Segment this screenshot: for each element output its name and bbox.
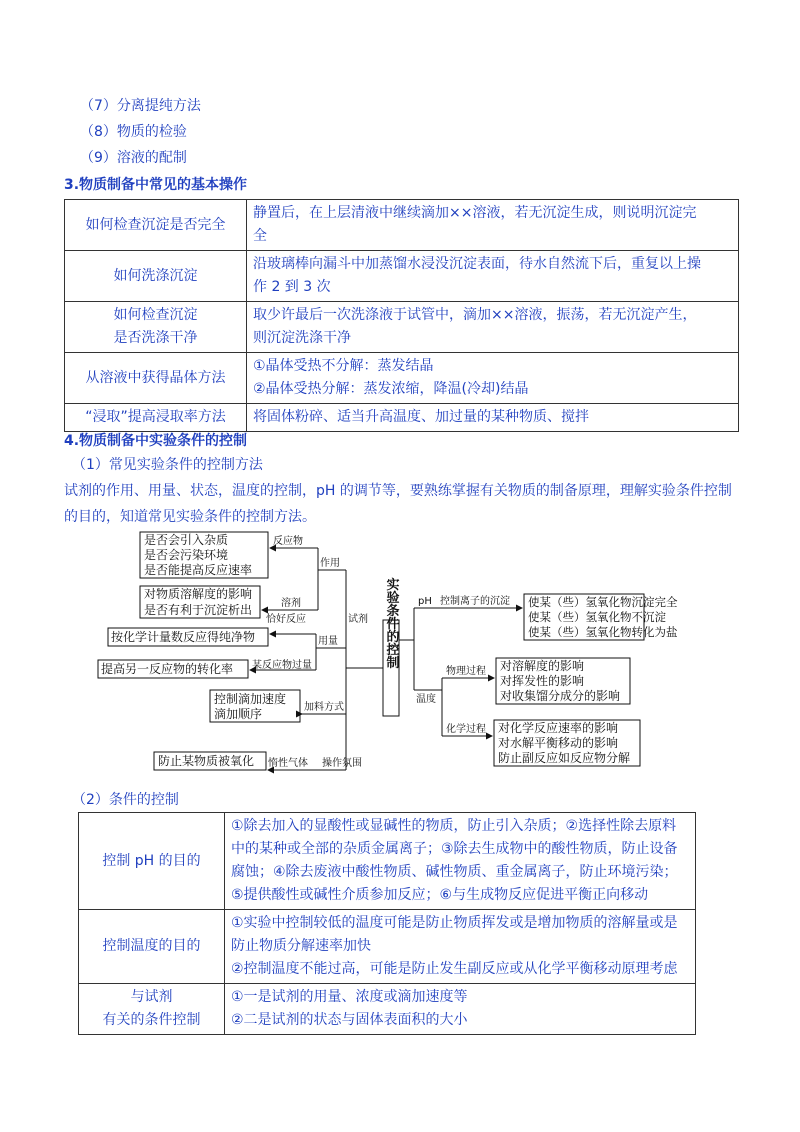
list-item-8: （8）物质的检验 (80, 124, 187, 140)
label-feed: 加料方式 (304, 702, 344, 713)
table-row (65, 404, 739, 432)
label-amount: 用量 (318, 636, 338, 647)
row-content: 取少许最后一次洗涤液于试管中，滴加××溶液，振荡，若无沉淀产生， 则沉淀洗涤干净 (247, 302, 739, 353)
reactant-effect-3: 是否能提高反应速率 (144, 563, 253, 577)
label-ph-control: 控制离子的沉淀 (440, 596, 510, 607)
conditions-table (78, 812, 696, 1035)
conditions-mind-map (96, 530, 678, 780)
antioxidation-text: 防止某物质被氧化 (158, 754, 255, 768)
phys-effect-2: 对挥发性的影响 (500, 674, 585, 688)
row-label: 如何检查沉淀是否完全 (65, 200, 247, 251)
ph-effect-3: 使某（些）氢氧化物转化为盐 (528, 625, 678, 639)
feed-text-1: 控制滴加速度 (214, 692, 287, 706)
label-physical: 物理过程 (446, 666, 486, 677)
list-item-9: （9）溶液的配制 (80, 150, 187, 166)
reactant-effect-1: 是否会引入杂质 (144, 533, 229, 547)
solvent-effect-2: 是否有利于沉淀析出 (144, 603, 253, 617)
label-just-react: 恰好反应 (266, 614, 306, 625)
chem-effect-1: 对化学反应速率的影响 (498, 721, 619, 735)
row-label: 与试剂 有关的条件控制 (79, 984, 225, 1035)
subheading-1: （1）常见实验条件的控制方法 (72, 457, 263, 473)
conversion-text: 提高另一反应物的转化率 (101, 662, 234, 676)
row-content: ①实验中控制较低的温度可能是防止物质挥发或是增加物质的溶解量或是 防止物质分解速率加快 ②控制温度不能过高，可能是防止发生副反应或从化学平衡移动原理考虑 (225, 910, 696, 984)
reactant-effect-2: 是否会污染环境 (144, 548, 229, 562)
label-atmosphere: 操作氛围 (322, 758, 362, 769)
label-solvent: 溶剂 (281, 598, 301, 609)
row-label: 从溶液中获得晶体方法 (65, 353, 247, 404)
list-item-7: （7）分离提纯方法 (80, 98, 201, 114)
phys-effect-3: 对收集馏分成分的影响 (500, 689, 621, 703)
table-row (79, 910, 696, 984)
phys-effect-1: 对溶解度的影响 (500, 659, 585, 673)
label-use: 作用 (320, 558, 340, 569)
row-content: 沿玻璃棒向漏斗中加蒸馏水浸没沉淀表面，待水自然流下后，重复以上操 作 2 到 3 次 (247, 251, 739, 302)
section-3-heading: 3.物质制备中常见的基本操作 (64, 177, 248, 193)
row-label: 控制温度的目的 (79, 910, 225, 984)
row-label: 控制 pH 的目的 (79, 813, 225, 910)
ph-effect-2: 使某（些）氢氧化物不沉淀 (528, 610, 666, 624)
row-content: ①一是试剂的用量、浓度或滴加速度等 ②二是试剂的状态与固体表面积的大小 (225, 984, 696, 1035)
label-excess: 某反应物过量 (252, 660, 312, 671)
chem-effect-3: 防止副反应如反应物分解 (498, 751, 631, 765)
subheading-2: （2）条件的控制 (72, 792, 179, 808)
label-temp: 温度 (416, 694, 436, 705)
section-4-heading: 4.物质制备中实验条件的控制 (64, 433, 248, 449)
table-row (65, 251, 739, 302)
label-inert: 惰性气体 (268, 758, 308, 769)
table-row (65, 353, 739, 404)
label-chemical: 化学过程 (446, 724, 486, 735)
intro-paragraph: 试剂的作用、用量、状态，温度的控制，pH 的调节等，要熟练掌握有关物质的制备原理，理解实验条件控制的目的，知道常见实验条件的控制方法。 (64, 483, 732, 525)
table-row (79, 813, 696, 910)
row-label: 如何检查沉淀 是否洗涤干净 (65, 302, 247, 353)
center-title: 实验条件的控制 (383, 577, 399, 669)
table-row (65, 302, 739, 353)
label-ph: pH (418, 596, 432, 607)
feed-text-2: 滴加顺序 (214, 707, 263, 721)
table-row (79, 984, 696, 1035)
row-content: 静置后，在上层清液中继续滴加××溶液，若无沉淀生成，则说明沉淀完 全 (247, 200, 739, 251)
stoich-text: 按化学计量数反应得纯净物 (111, 630, 256, 644)
label-reactant: 反应物 (273, 536, 303, 547)
basic-operations-table (64, 199, 739, 432)
row-label: 如何洗涤沉淀 (65, 251, 247, 302)
solvent-effect-1: 对物质溶解度的影响 (144, 587, 253, 601)
row-content: 将固体粉碎、适当升高温度、加过量的某种物质、搅拌 (247, 404, 739, 432)
table-row (65, 200, 739, 251)
chem-effect-2: 对水解平衡移动的影响 (498, 736, 619, 750)
ph-effect-1: 使某（些）氢氧化物沉淀完全 (528, 595, 678, 609)
label-reagent: 试剂 (348, 614, 368, 625)
row-label: “浸取”提高浸取率方法 (65, 404, 247, 432)
row-content: ①除去加入的显酸性或显碱性的物质，防止引入杂质；②选择性除去原料 中的某种或全部的杂质金属离子；③除去生成物中的酸性物质，防止设备 腐蚀；④除去废液中酸性物质、碱性物质、重金属离子，防止环境污染； ⑤提供酸性或碱性介质参加反应；⑥与生成物反应促进平衡正向移动 (225, 813, 696, 910)
row-content: ①晶体受热不分解：蒸发结晶 ②晶体受热分解：蒸发浓缩，降温(冷却)结晶 (247, 353, 739, 404)
